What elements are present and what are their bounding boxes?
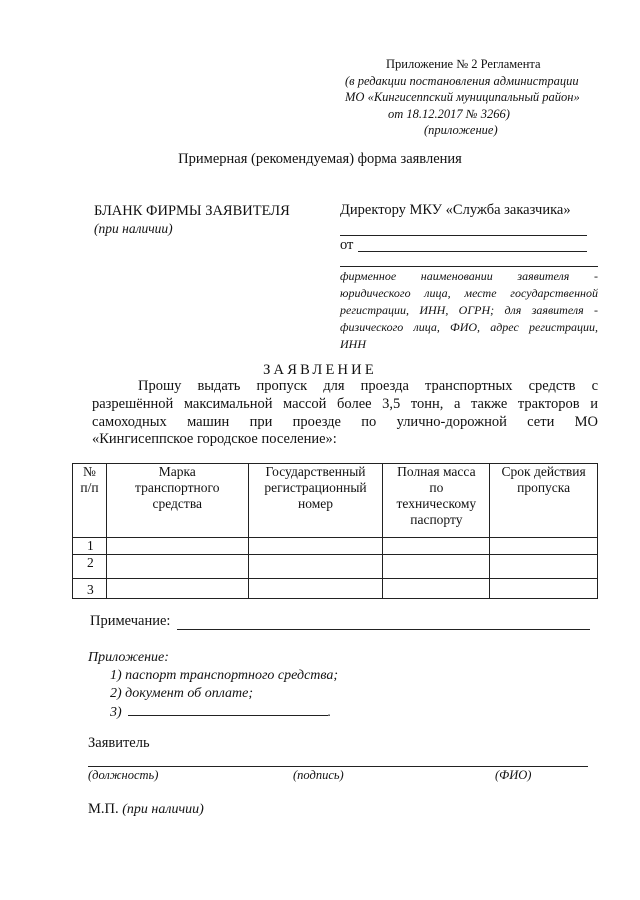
- cell-reg-number[interactable]: [248, 579, 383, 599]
- reference-line-3: МО «Кингисеппский муниципальный район»: [345, 90, 580, 104]
- vehicles-table: [72, 463, 598, 599]
- company-blank: [94, 202, 290, 238]
- row-number: 3: [73, 579, 107, 599]
- company-blank-subtitle: (при наличии): [94, 221, 173, 236]
- cell-reg-number[interactable]: [248, 538, 383, 555]
- cell-mass[interactable]: [383, 579, 490, 599]
- application-title: ЗАЯВЛЕНИЕ: [263, 362, 377, 378]
- from-field-line[interactable]: [358, 251, 587, 252]
- addressee-line-3: [340, 266, 598, 267]
- hint-line: фирменное наименовании заявителя -: [340, 269, 598, 283]
- cell-mass[interactable]: [383, 555, 490, 579]
- form-title: Примерная (рекомендуемая) форма заявления: [178, 151, 462, 167]
- table-header-row: [73, 464, 598, 538]
- row-number: 1: [73, 538, 107, 555]
- application-text: [92, 378, 598, 449]
- reference-line-5: (приложение): [424, 123, 498, 137]
- header-number: № п/п: [73, 464, 107, 538]
- cell-reg-number[interactable]: [248, 555, 383, 579]
- attachment-item: 1) паспорт транспортного средства;: [110, 668, 339, 683]
- attachments-title: Приложение:: [88, 650, 169, 665]
- application-text-line: самоходных машин при проезде по улично-дорожной сети МО: [92, 413, 598, 430]
- stamp-note: (при наличии): [122, 802, 204, 817]
- company-blank-title: БЛАНК ФИРМЫ ЗАЯВИТЕЛЯ: [94, 203, 290, 219]
- header-pass-validity: Срок действия пропуска: [490, 464, 598, 538]
- reference-line-1: Приложение № 2 Регламента: [386, 57, 541, 71]
- cell-brand[interactable]: [106, 555, 248, 579]
- header-gross-mass: Полная масса по техническому паспорту: [383, 464, 490, 538]
- table-row: [73, 538, 598, 555]
- applicant-details-hint: [340, 268, 598, 353]
- table-row: [73, 579, 598, 599]
- attachments: [88, 649, 338, 722]
- remark-field-line[interactable]: [177, 629, 590, 630]
- caption-signature: (подпись): [293, 768, 344, 782]
- reference-line-4: от 18.12.2017 № 3266): [388, 106, 510, 121]
- cell-brand[interactable]: [106, 538, 248, 555]
- application-text-line: разрешённой максимальной массой более 3,5 тонн, а также тракторов и: [92, 395, 598, 412]
- header-registration-number: Государственный регистрационный номер: [248, 464, 383, 538]
- cell-validity[interactable]: [490, 555, 598, 579]
- stamp-place: [88, 801, 204, 818]
- application-text-line: Прошу выдать пропуск для проезда транспортных средств с: [138, 378, 598, 394]
- attachment-item: 2) документ об оплате;: [110, 686, 253, 701]
- remark-label: Примечание:: [90, 613, 171, 629]
- signature-line[interactable]: [88, 766, 588, 767]
- hint-line: регистрации, ИНН, ОГРН; для заявителя -: [340, 303, 598, 317]
- hint-line: ИНН: [340, 337, 366, 351]
- cell-brand[interactable]: [106, 579, 248, 599]
- cell-mass[interactable]: [383, 538, 490, 555]
- application-text-line: «Кингисеппское городское поселение»:: [92, 431, 337, 448]
- addressee-line-1: [340, 235, 587, 236]
- from-label: от: [340, 237, 354, 253]
- header-vehicle-brand: Марка транспортного средства: [106, 464, 248, 538]
- attachment-item: 3) .: [110, 705, 332, 720]
- table-row: [73, 555, 598, 579]
- applicant-label: Заявитель: [88, 735, 150, 751]
- caption-position: (должность): [88, 768, 159, 782]
- hint-line: юридического лица, месте государственной: [340, 286, 598, 300]
- hint-line: физического лица, ФИО, адрес регистрации,: [340, 320, 598, 334]
- addressee-director: Директору МКУ «Служба заказчика»: [340, 202, 571, 218]
- cell-validity[interactable]: [490, 579, 598, 599]
- reference-line-2: (в редакции постановления администрации: [345, 73, 579, 88]
- stamp-label: М.П.: [88, 801, 119, 817]
- regulation-reference: [330, 56, 610, 139]
- attachment-item-3-field[interactable]: [128, 703, 328, 716]
- cell-validity[interactable]: [490, 538, 598, 555]
- caption-full-name: (ФИО): [495, 768, 532, 782]
- row-number: 2: [73, 555, 107, 579]
